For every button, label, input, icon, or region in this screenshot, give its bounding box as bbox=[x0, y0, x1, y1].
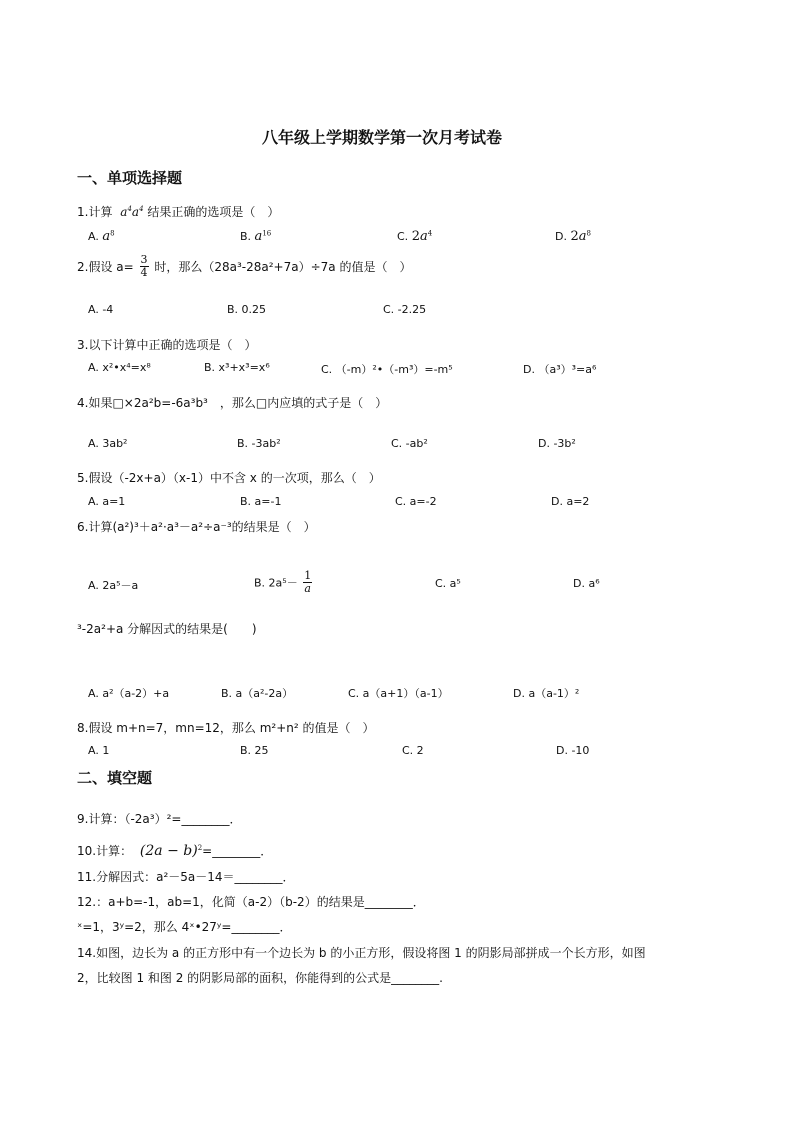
q6-option-d[interactable]: D. a⁶ bbox=[573, 577, 600, 590]
expr-base-1: a bbox=[120, 205, 128, 219]
section-heading-fill-blank: 二、填空题 bbox=[77, 769, 153, 787]
question-8: 8.假设 m+n=7，mn=12，那么 m²+n² 的值是（ ） bbox=[77, 721, 375, 735]
question-2-suffix: 时，那么（28a³-28a²+7a）÷7a 的值是（ ） bbox=[154, 260, 412, 274]
question-10-suffix: =________． bbox=[202, 844, 273, 858]
option-label: B. bbox=[240, 230, 252, 243]
option-exp: 4 bbox=[427, 229, 433, 238]
option-base: a bbox=[419, 229, 428, 244]
question-1 bbox=[77, 203, 279, 220]
question-14-line-1: 14.如图，边长为 a 的正方形中有一个边长为 b 的小正方形，假设将图 1 的阴影局部拼成一个长方形，如图 bbox=[77, 946, 646, 960]
q2-option-b[interactable]: B. 0.25 bbox=[227, 303, 267, 316]
q6-option-b[interactable] bbox=[254, 570, 314, 595]
option-exp: 8 bbox=[586, 229, 591, 238]
question-6: 6.计算(a²)³＋a²·a³－a²÷a⁻³的结果是（ ） bbox=[77, 520, 316, 534]
q4-option-d[interactable]: D. -3b² bbox=[538, 437, 576, 450]
question-12: 12.：a+b=-1，ab=1，化简（a-2）（b-2）的结果是________． bbox=[77, 895, 425, 909]
q7-option-b[interactable]: B. a（a²-2a） bbox=[221, 687, 294, 700]
question-10-prefix: 10.计算： bbox=[77, 844, 133, 858]
question-10-expression: (2a − b) bbox=[139, 843, 198, 859]
question-5: 5.假设（-2x+a）（x-1）中不含 x 的一次项，那么（ ） bbox=[77, 471, 381, 485]
expr-exp-1: 4 bbox=[127, 205, 132, 213]
q3-option-a[interactable]: A. x²•x⁴=x⁸ bbox=[88, 361, 151, 374]
question-10 bbox=[77, 842, 272, 859]
question-13: ˣ=1，3ʸ=2，那么 4ˣ•27ʸ=________． bbox=[77, 920, 292, 934]
fraction-denominator: a bbox=[304, 582, 311, 595]
page-title: 八年级上学期数学第一次月考试卷 bbox=[262, 128, 503, 147]
q5-option-a[interactable]: A. a=1 bbox=[88, 495, 126, 508]
expr-base-2: a bbox=[131, 205, 140, 219]
q7-option-d[interactable]: D. a（a-1）² bbox=[513, 687, 580, 700]
question-11: 11.分解因式：a²－5a－14＝________． bbox=[77, 870, 295, 884]
option-base: a bbox=[102, 229, 111, 244]
q2-option-a[interactable]: A. -4 bbox=[88, 303, 114, 316]
question-2-prefix: 2.假设 a= bbox=[77, 260, 134, 274]
question-4: 4.如果□×2a²b=-6a³b³ ，那么□内应填的式子是（ ） bbox=[77, 396, 388, 410]
q4-option-b[interactable]: B. -3ab² bbox=[237, 437, 281, 450]
fraction-three-quarters bbox=[140, 254, 149, 279]
fraction-denominator: 4 bbox=[140, 266, 148, 279]
option-label: A. bbox=[88, 230, 99, 243]
q1-option-a[interactable] bbox=[88, 229, 115, 244]
fraction-one-over-a bbox=[303, 570, 312, 595]
question-1-expression bbox=[120, 205, 143, 219]
q3-option-c[interactable]: C. （-m）²•（-m³）=-m⁵ bbox=[321, 363, 453, 376]
q7-option-a[interactable]: A. a²（a-2）+a bbox=[88, 687, 170, 700]
question-9: 9.计算：（-2a³）²=________． bbox=[77, 812, 242, 826]
q8-option-a[interactable]: A. 1 bbox=[88, 744, 110, 757]
option-coef: 2 bbox=[411, 229, 420, 244]
q5-option-d[interactable]: D. a=2 bbox=[551, 495, 590, 508]
fraction-numerator: 3 bbox=[140, 253, 148, 266]
option-base: a bbox=[254, 229, 263, 244]
question-3: 3.以下计算中正确的选项是（ ） bbox=[77, 338, 257, 352]
question-14-line-2: 2，比较图 1 和图 2 的阴影局部的面积，你能得到的公式是________. bbox=[77, 971, 443, 985]
section-heading-single-choice: 一、单项选择题 bbox=[77, 169, 183, 187]
fraction-numerator: 1 bbox=[304, 569, 312, 582]
q5-option-b[interactable]: B. a=-1 bbox=[240, 495, 282, 508]
option-exp: 8 bbox=[110, 229, 115, 238]
q8-option-d[interactable]: D. -10 bbox=[556, 744, 590, 757]
expr-exp-2: 4 bbox=[139, 205, 144, 213]
q8-option-b[interactable]: B. 25 bbox=[240, 744, 269, 757]
q3-option-d[interactable]: D. （a³）³=a⁶ bbox=[523, 363, 597, 376]
q4-option-c[interactable]: C. -ab² bbox=[391, 437, 428, 450]
option-label: D. bbox=[555, 230, 567, 243]
q8-option-c[interactable]: C. 2 bbox=[402, 744, 424, 757]
q1-option-d[interactable] bbox=[555, 229, 591, 244]
question-1-prefix: 1.计算 bbox=[77, 205, 113, 219]
q1-option-b[interactable] bbox=[240, 229, 271, 244]
question-2 bbox=[77, 254, 411, 279]
q6-option-a[interactable]: A. 2a⁵－a bbox=[88, 579, 139, 592]
q6-option-c[interactable]: C. a⁵ bbox=[435, 577, 461, 590]
option-coef: 2 bbox=[570, 229, 579, 244]
question-7: ³-2a²+a 分解因式的结果是( ) bbox=[77, 622, 257, 636]
option-base: a bbox=[578, 229, 587, 244]
option-text: B. 2a⁵－ bbox=[254, 576, 298, 590]
question-10-exponent: 2 bbox=[197, 844, 203, 852]
q2-option-c[interactable]: C. -2.25 bbox=[383, 303, 427, 316]
q3-option-b[interactable]: B. x³+x³=x⁶ bbox=[204, 361, 270, 374]
question-1-suffix: 结果正确的选项是（ ） bbox=[147, 205, 280, 219]
q5-option-c[interactable]: C. a=-2 bbox=[395, 495, 437, 508]
q1-option-c[interactable] bbox=[397, 229, 432, 244]
q7-option-c[interactable]: C. a（a+1）（a-1） bbox=[348, 687, 449, 700]
option-label: C. bbox=[397, 230, 409, 243]
option-exp: 16 bbox=[262, 229, 272, 238]
q4-option-a[interactable]: A. 3ab² bbox=[88, 437, 128, 450]
